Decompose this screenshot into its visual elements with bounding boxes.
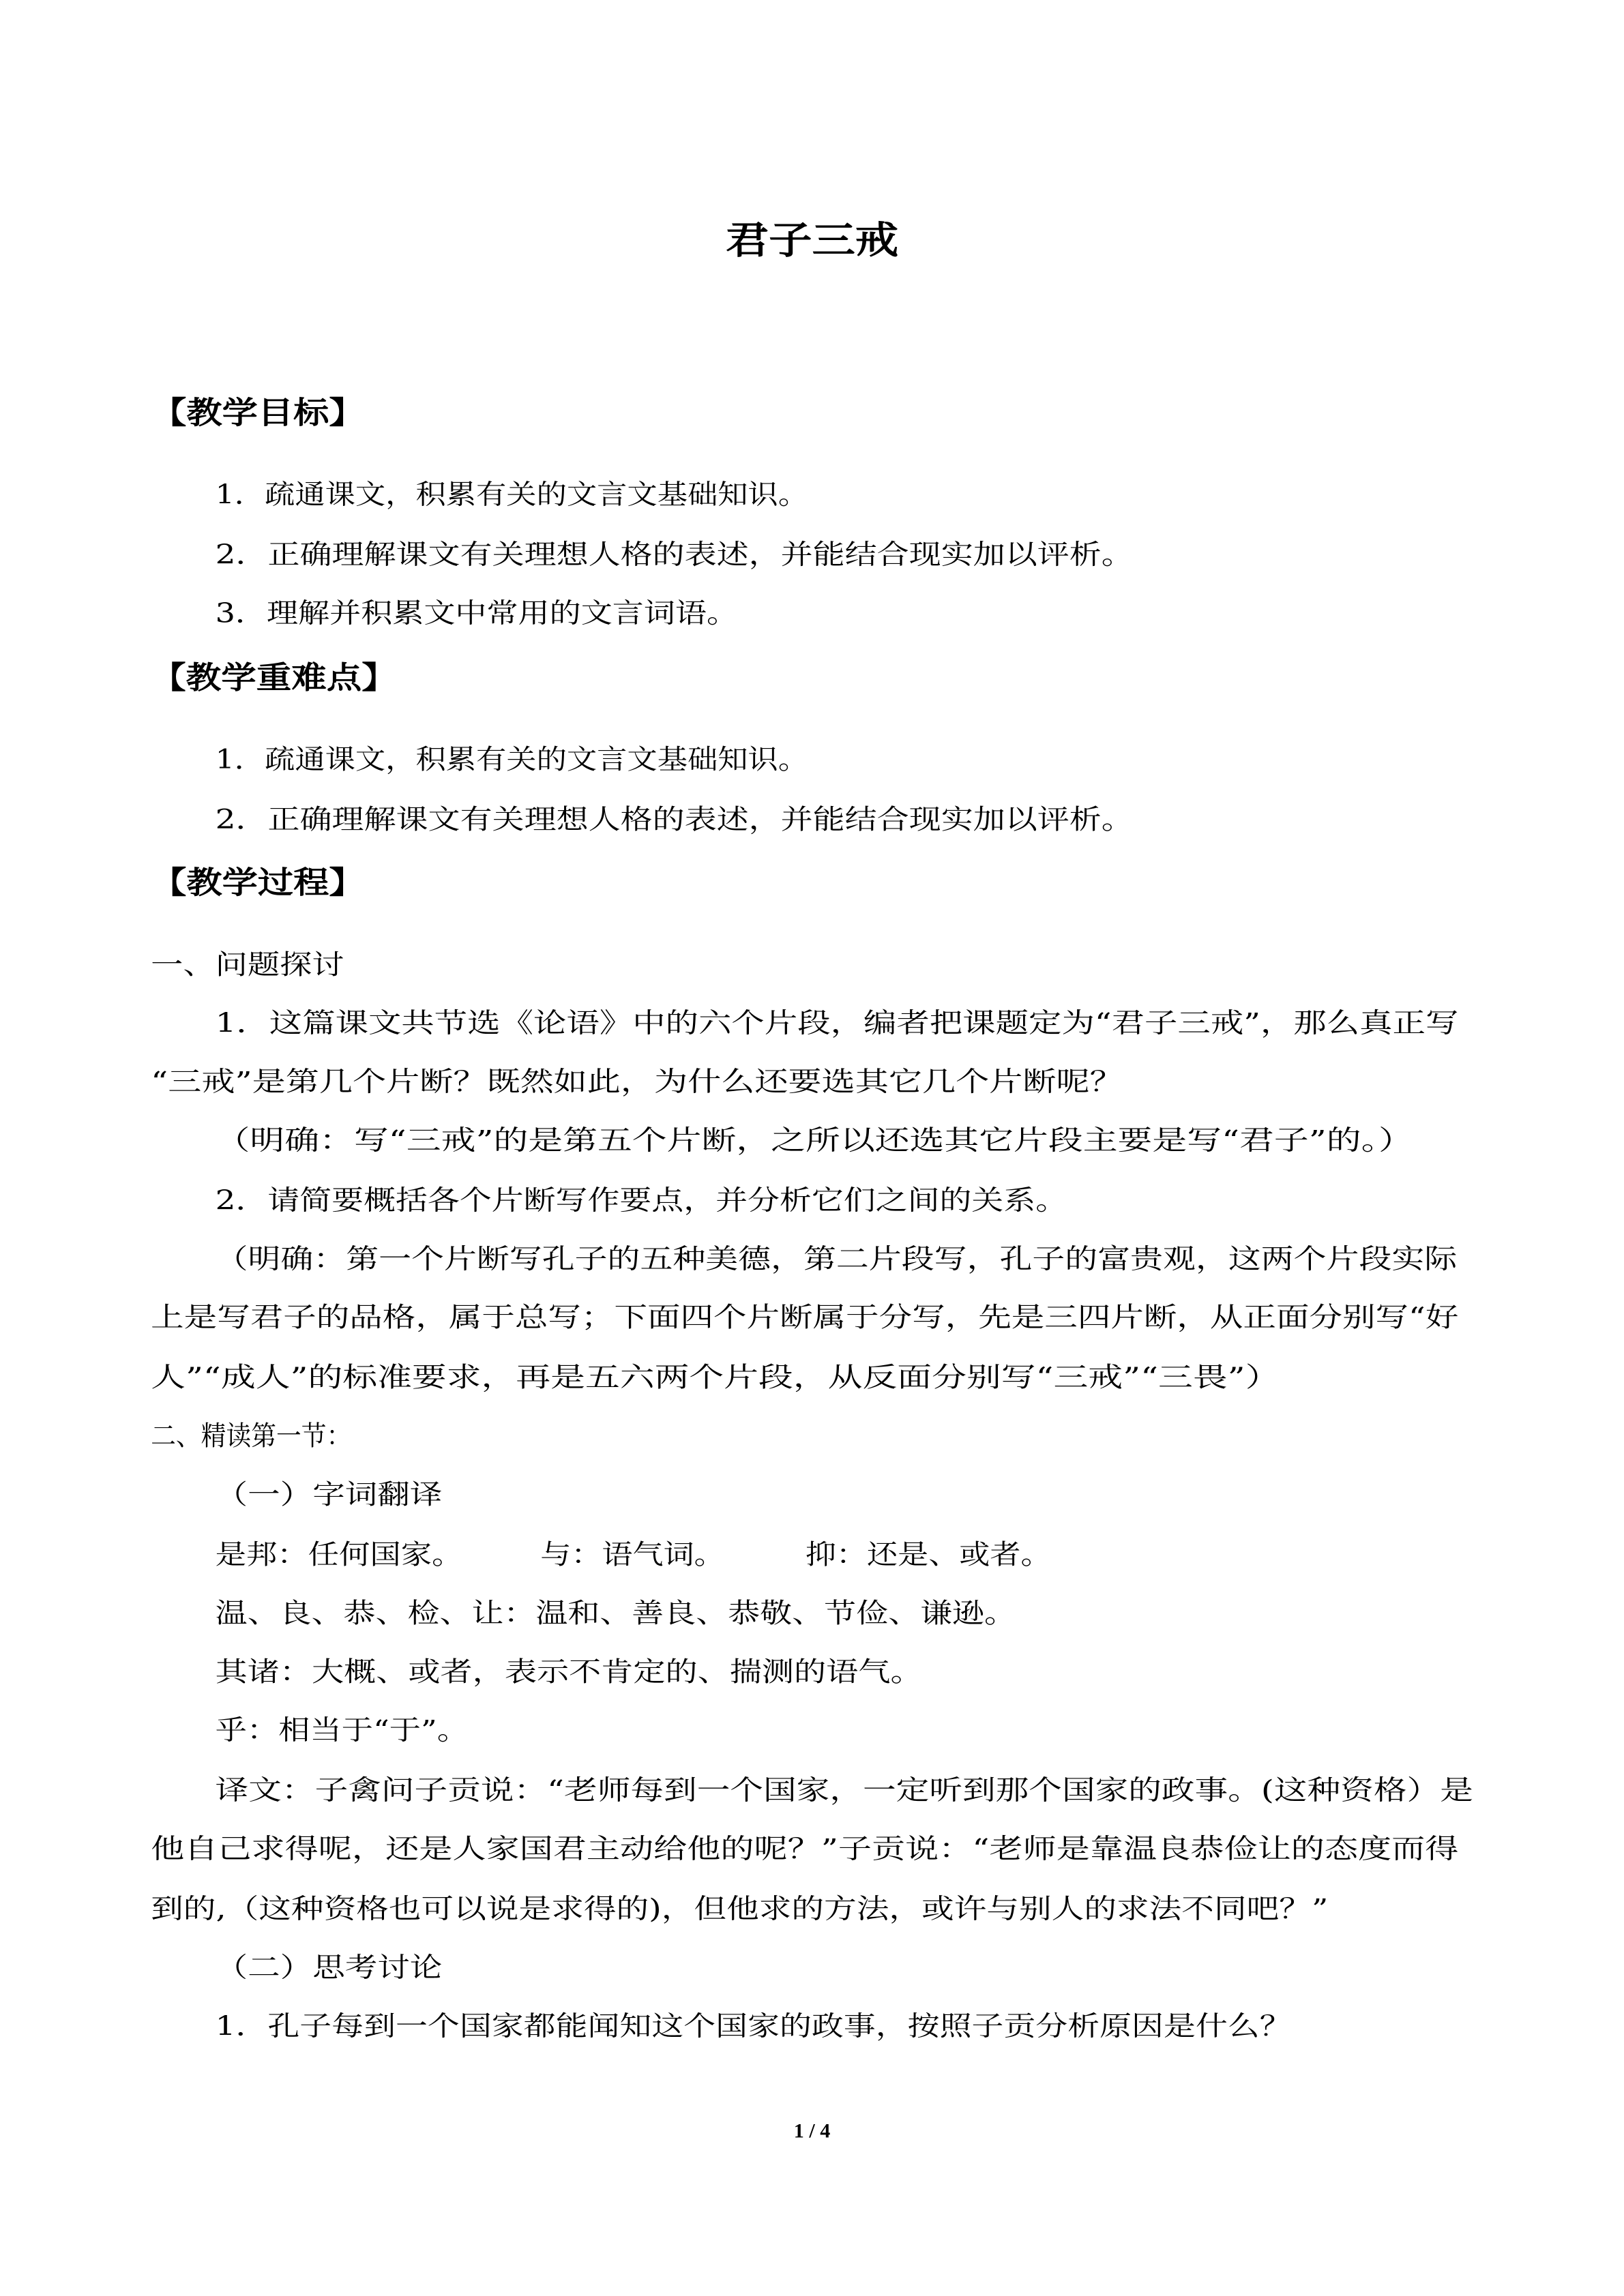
gloss-hu: 乎：相当于“于”。 xyxy=(215,1714,469,1746)
section-heading-key-points: 【教学重难点】 xyxy=(151,659,397,696)
gloss-qizhu: 其诸：大概、或者，表示不肯定的、揣测的语气。 xyxy=(215,1656,923,1688)
part1-question-1-line-2: “三戒”是第几个片断？既然如此，为什么还要选其它几个片断呢？ xyxy=(151,1066,1123,1098)
part1-heading: 一、问题探讨 xyxy=(151,949,344,981)
part1-question-2: 2．请简要概括各个片断写作要点，并分析它们之间的关系。 xyxy=(215,1184,1068,1217)
translation-line-1: 译文：子禽问子贡说：“老师每到一个国家，一定听到那个国家的政事。(这种资格）是 xyxy=(215,1774,1473,1806)
section-heading-process: 【教学过程】 xyxy=(151,864,365,901)
translation-line-2: 他自己求得呢，还是人家国君主动给他的呢？”子贡说：“老师是靠温良恭俭让的态度而得 xyxy=(151,1833,1459,1865)
part1-answer-2-line-2: 上是写君子的品格，属于总写；下面四个片断属于分写，先是三四片断，从正面分别写“好 xyxy=(151,1302,1459,1334)
section-heading-goals: 【教学目标】 xyxy=(151,394,365,431)
goals-item-1: 1．疏通课文，积累有关的文言文基础知识。 xyxy=(215,479,809,511)
page-title: 君子三戒 xyxy=(725,218,899,263)
sub2-heading: （二）思考讨论 xyxy=(215,1952,443,1984)
part1-question-1-line-1: 1．这篇课文共节选《论语》中的六个片段，编者把课题定为“君子三戒”，那么真正写 xyxy=(215,1007,1459,1039)
page-number: 1 / 4 xyxy=(793,2119,831,2143)
goals-item-3: 3．理解并积累文中常用的文言词语。 xyxy=(215,597,739,629)
part2-heading: 二、精读第一节： xyxy=(151,1420,352,1452)
gloss-yu: 与：语气词。 xyxy=(540,1538,725,1570)
part1-answer-2-line-1: （明确：第一个片断写孔子的五种美德，第二片段写，孔子的富贵观，这两个片段实际 xyxy=(215,1243,1458,1275)
gloss-shibang: 是邦：任何国家。 xyxy=(215,1538,463,1570)
key-points-item-1: 1．疏通课文，积累有关的文言文基础知识。 xyxy=(215,744,809,776)
translation-line-3: 到的,（这种资格也可以说是求得的)，但他求的方法，或许与别人的求法不同吧？” xyxy=(151,1893,1329,1925)
part1-answer-1: （明确：写“三戒”的是第五个片断，之所以还选其它片段主要是写“君子”的。） xyxy=(215,1124,1413,1157)
sub2-question-1: 1．孔子每到一个国家都能闻知这个国家的政事，按照子贡分析原因是什么？ xyxy=(215,2010,1292,2042)
part1-answer-2-line-3: 人”“成人”的标准要求，再是五六两个片段，从反面分别写“三戒”“三畏”） xyxy=(151,1362,1280,1394)
gloss-five-virtues: 温、良、恭、检、让：温和、善良、恭敬、节俭、谦逊。 xyxy=(215,1597,1017,1629)
gloss-yi: 抑：还是、或者。 xyxy=(805,1538,1052,1570)
key-points-item-2: 2．正确理解课文有关理想人格的表述，并能结合现实加以评析。 xyxy=(215,804,1134,836)
sub1-heading: （一）字词翻译 xyxy=(215,1478,443,1510)
goals-item-2: 2．正确理解课文有关理想人格的表述，并能结合现实加以评析。 xyxy=(215,539,1134,571)
